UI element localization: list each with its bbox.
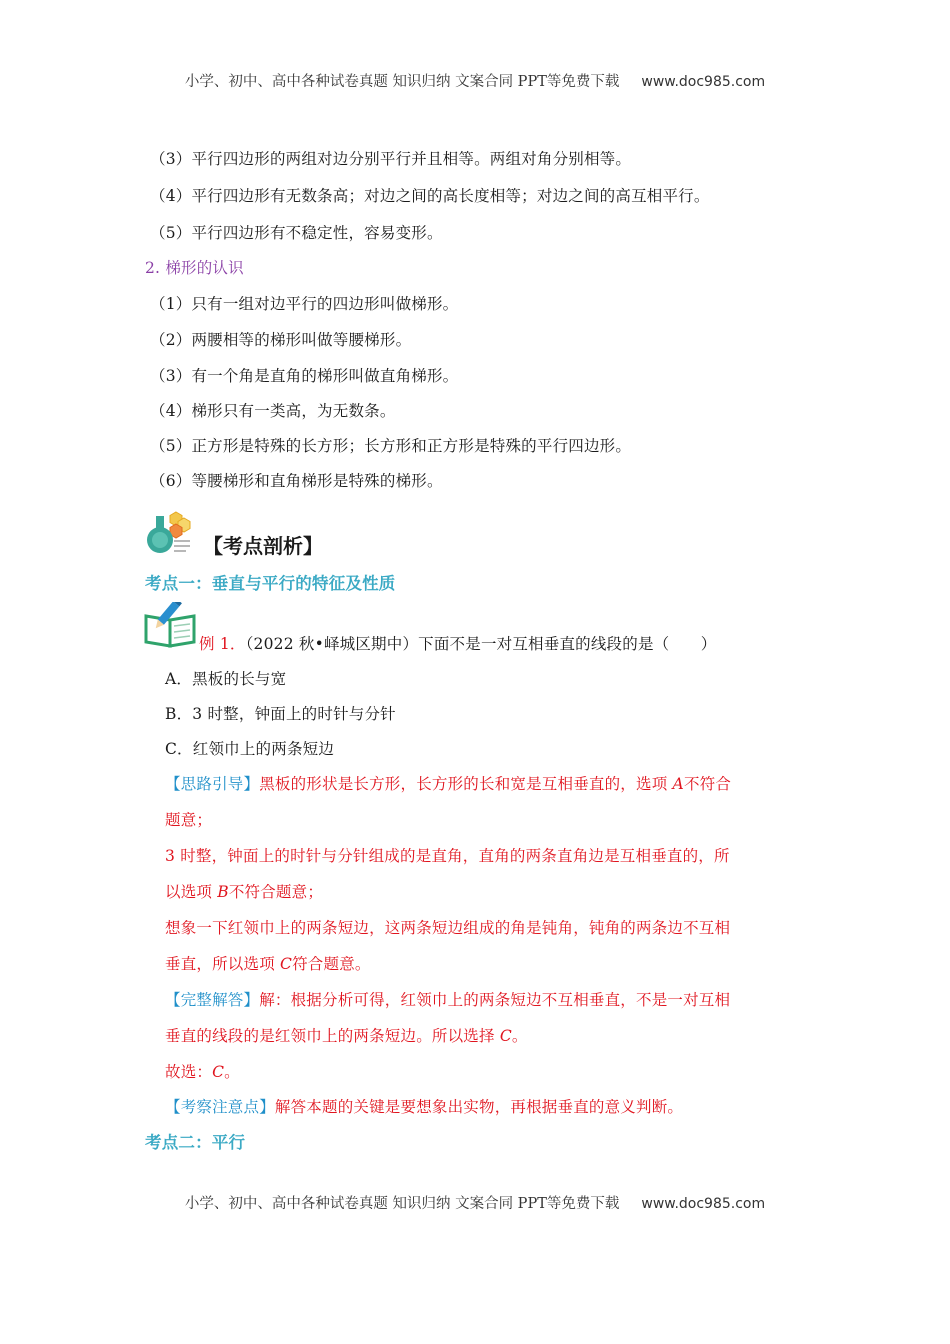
example-question: （2022 秋•峄城区期中）下面不是一对互相垂直的线段的是（ ） [245,635,717,653]
trapezoid-point-4: （4）梯形只有一类高，为无数条。 [150,402,396,420]
answer-line-2 [165,1024,528,1046]
option-a: A．黑板的长与宽 [165,670,287,688]
guide-opt-a: A [672,775,684,793]
answer-text-2-end: 。 [511,1027,528,1045]
guide-text-1: 黑板的形状是长方形，长方形的长和宽是互相垂直的，选项 [259,775,673,793]
guide-text-6-end: 符合题意。 [292,955,371,973]
guide-line-5: 想象一下红领巾上的两条短边，这两条短边组成的角是钝角，钝角的两条边不互相 [165,919,731,937]
trapezoid-point-3: （3）有一个角是直角的梯形叫做直角梯形。 [150,367,459,385]
guide-line-3: 3 时整，钟面上的时针与分针组成的是直角，直角的两条直角边是互相垂直的，所 [165,847,730,865]
trapezoid-point-1: （1）只有一组对边平行的四边形叫做梯形。 [150,295,459,313]
guide-text-1-end: 不符合 [683,775,732,793]
parallelogram-point-4: （4）平行四边形有无数条高；对边之间的高长度相等；对边之间的高互相平行。 [150,187,710,205]
guide-label: 【思路引导】 [165,775,260,793]
point-one-heading: 考点一：垂直与平行的特征及性质 [145,574,396,593]
trapezoid-heading: 2. 梯形的认识 [145,259,244,277]
answer-text-1: 解：根据分析可得，红领巾上的两条短边不互相垂直，不是一对互相 [259,991,731,1009]
example-question-line [199,632,716,654]
choice-end: 。 [224,1063,240,1081]
choice-opt: C [212,1063,225,1081]
answer-opt: C [499,1027,512,1045]
book-pencil-icon [144,602,198,648]
answer-text-2: 垂直的线段的是红领巾上的两条短边。所以选择 [165,1027,500,1045]
option-b: B．3 时整，钟面上的时针与分针 [165,705,396,723]
option-c: C．红领巾上的两条短边 [165,740,335,758]
flask-icon [146,510,196,556]
page-footer [0,1192,950,1213]
choice-text: 故选： [165,1063,213,1081]
guide-text-6: 垂直，所以选项 [165,955,281,973]
guide-line-1 [165,772,731,794]
point-two-heading: 考点二：平行 [145,1133,246,1152]
note-label: 【考察注意点】 [165,1098,275,1116]
trapezoid-point-2: （2）两腰相等的梯形叫做等腰梯形。 [150,331,412,349]
trapezoid-point-6: （6）等腰梯形和直角梯形是特殊的梯形。 [150,472,443,490]
guide-line-6 [165,952,371,974]
note-line [165,1095,683,1117]
header-text: 小学、初中、高中各种试卷真题 知识归纳 文案合同 PPT等免费下载 [184,74,620,90]
answer-line-1 [165,988,730,1010]
guide-opt-c: C [280,955,293,973]
guide-text-4-end: 不符合题意； [228,883,324,901]
example-label: 例 1． [199,635,246,653]
parallelogram-point-5: （5）平行四边形有不稳定性，容易变形。 [150,224,443,242]
parallelogram-point-3: （3）平行四边形的两组对边分别平行并且相等。两组对角分别相等。 [150,150,632,168]
analysis-title: 【考点剖析】 [203,534,323,558]
guide-opt-b: B [217,883,229,901]
trapezoid-point-5: （5）正方形是特殊的长方形；长方形和正方形是特殊的平行四边形。 [150,437,632,455]
choice-line [165,1060,240,1082]
footer-url[interactable]: www.doc985.com [641,1196,766,1212]
page-header [0,70,950,91]
guide-line-4 [165,880,323,902]
answer-label: 【完整解答】 [165,991,260,1009]
footer-text: 小学、初中、高中各种试卷真题 知识归纳 文案合同 PPT等免费下载 [184,1196,620,1212]
note-text: 解答本题的关键是要想象出实物，再根据垂直的意义判断。 [274,1098,684,1116]
header-url[interactable]: www.doc985.com [641,74,766,90]
guide-text-4: 以选项 [165,883,218,901]
guide-line-2: 题意； [165,811,213,829]
